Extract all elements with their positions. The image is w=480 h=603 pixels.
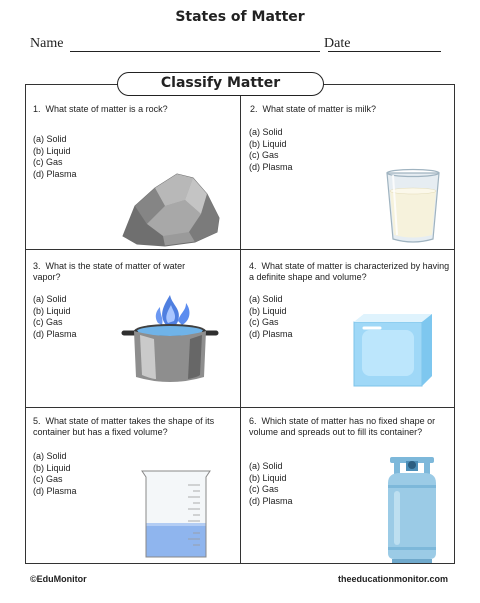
page-title: States of Matter [175, 9, 305, 25]
question-text: What state of matter is a rock? [45, 104, 168, 114]
row-divider [26, 407, 454, 408]
options-6 [249, 461, 293, 507]
option-a[interactable]: (a) Solid [249, 294, 283, 304]
option-b[interactable]: (b) Liquid [249, 305, 287, 316]
gas-cylinder-icon [384, 455, 440, 563]
question-text: Which state of matter has no fixed shape or volume and spreads out to fill its container? [249, 416, 436, 437]
option-d[interactable]: (d) Plasma [33, 168, 77, 179]
milk-glass-icon [383, 167, 443, 245]
options-4 [249, 294, 293, 340]
option-c[interactable]: (c) Gas [33, 474, 63, 484]
rock-icon [115, 166, 225, 248]
option-d[interactable]: (d) Plasma [249, 495, 293, 506]
name-field[interactable] [70, 51, 320, 52]
option-a[interactable]: (a) Solid [33, 294, 67, 304]
question-number: 5. [33, 416, 41, 426]
option-a[interactable]: (a) Solid [249, 461, 283, 471]
question-3 [33, 261, 213, 283]
option-c[interactable]: (c) Gas [33, 317, 63, 327]
question-number: 6. [249, 416, 257, 426]
option-a[interactable]: (a) Solid [33, 451, 67, 461]
option-b[interactable]: (b) Liquid [249, 138, 287, 149]
boiling-pot-icon [122, 287, 218, 387]
question-number: 1. [33, 104, 41, 114]
section-title: Classify Matter [117, 72, 324, 96]
date-field-line [328, 51, 441, 52]
date-label: Date [324, 36, 351, 51]
option-d[interactable]: (d) Plasma [33, 328, 77, 339]
option-b[interactable]: (b) Liquid [249, 472, 287, 483]
option-b[interactable]: (b) Liquid [33, 305, 71, 316]
options-2 [249, 127, 293, 173]
beaker-icon [138, 467, 214, 561]
question-text: What state of matter is milk? [262, 104, 377, 114]
question-2 [250, 104, 450, 115]
question-5 [33, 416, 218, 438]
option-c[interactable]: (c) Gas [249, 317, 279, 327]
options-5 [33, 451, 77, 497]
option-d[interactable]: (d) Plasma [249, 328, 293, 339]
question-6 [249, 416, 454, 438]
question-number: 2. [250, 104, 258, 114]
option-b[interactable]: (b) Liquid [33, 145, 71, 156]
ice-cube-icon [350, 310, 436, 390]
options-3 [33, 294, 77, 340]
option-c[interactable]: (c) Gas [249, 484, 279, 494]
column-divider [240, 85, 241, 563]
question-text: What is the state of matter of water vapor? [33, 261, 186, 282]
question-text: What state of matter is characterized by having a definite shape and volume? [249, 261, 450, 282]
option-b[interactable]: (b) Liquid [33, 462, 71, 473]
option-d[interactable]: (d) Plasma [33, 485, 77, 496]
footer-copyright: ©EduMonitor [30, 574, 87, 584]
question-4 [249, 261, 454, 283]
option-a[interactable]: (a) Solid [249, 127, 283, 137]
question-text: What state of matter takes the shape of its container but has a fixed volume? [33, 416, 215, 437]
question-number: 4. [249, 261, 257, 271]
option-d[interactable]: (d) Plasma [249, 161, 293, 172]
footer-website: theeducationmonitor.com [337, 574, 448, 584]
name-label: Name [30, 36, 64, 51]
row-divider [26, 249, 454, 250]
option-c[interactable]: (c) Gas [33, 157, 63, 167]
question-1 [33, 104, 228, 115]
question-number: 3. [33, 261, 41, 271]
options-1 [33, 134, 77, 180]
option-a[interactable]: (a) Solid [33, 134, 67, 144]
option-c[interactable]: (c) Gas [249, 150, 279, 160]
